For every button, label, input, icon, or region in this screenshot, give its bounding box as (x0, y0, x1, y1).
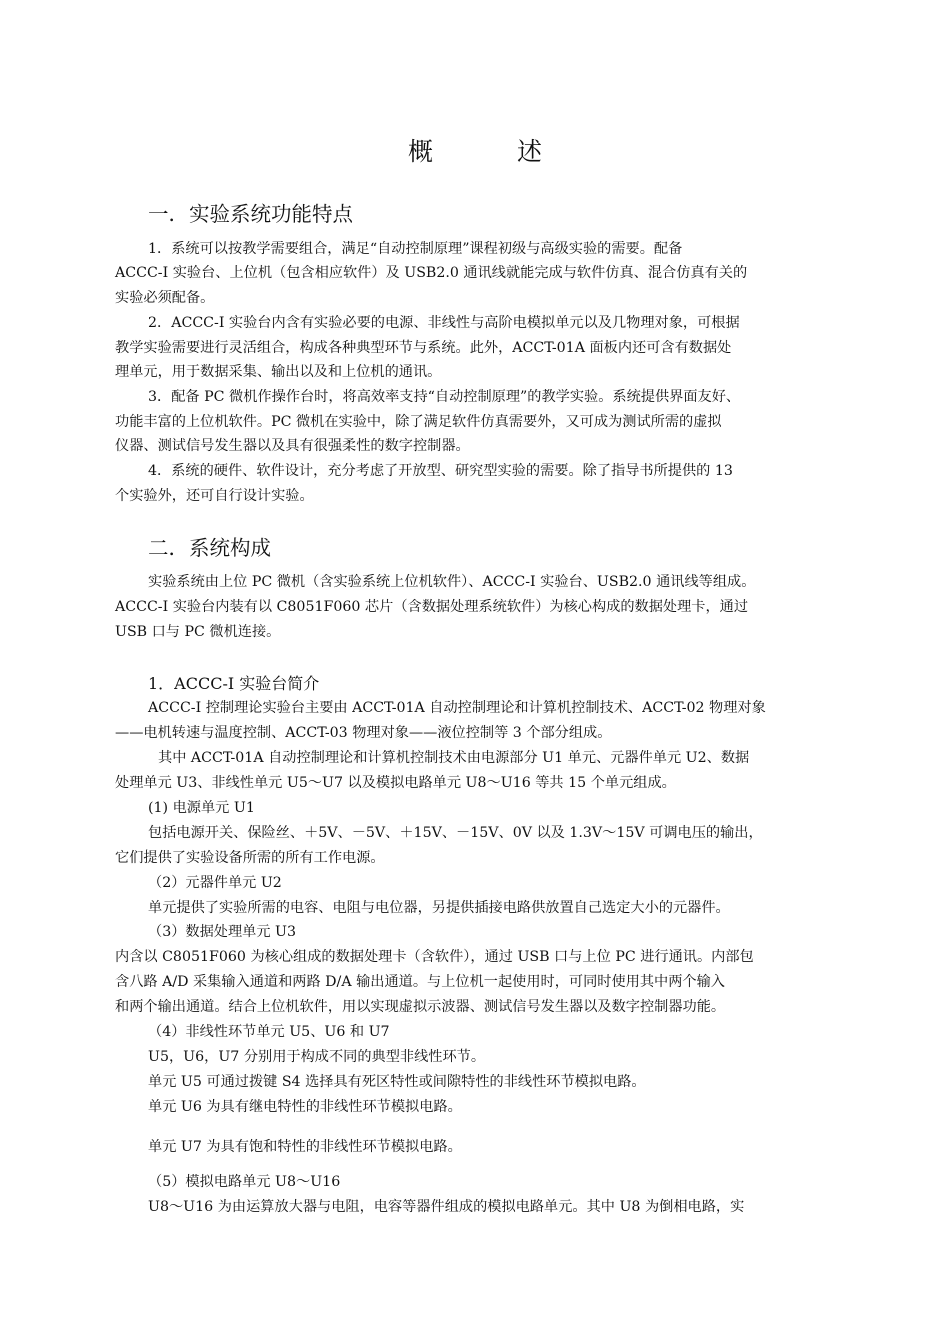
section-heading-composition: 二．系统构成 (148, 536, 271, 560)
list-item-heading: （2）元器件单元 U2 (148, 875, 282, 891)
paragraph-line: ——电机转速与温度控制、ACCT-03 物理对象——液位控制等 3 个部分组成。 (115, 725, 612, 741)
list-item-heading: （3）数据处理单元 U3 (148, 924, 297, 940)
paragraph-line: 单元 U6 为具有继电特性的非线性环节模拟电路。 (148, 1099, 462, 1115)
paragraph-line: 功能丰富的上位机软件。PC 微机在实验中，除了满足软件仿真需要外，又可成为测试所需的虚拟 (115, 414, 722, 430)
list-item-heading: （5）模拟电路单元 U8～U16 (148, 1174, 341, 1190)
paragraph-line: USB 口与 PC 微机连接。 (115, 624, 281, 640)
paragraph-line: 3．配备 PC 微机作操作台时，将高效率支持“自动控制原理”的教学实验。系统提供界面友好、 (148, 389, 741, 405)
paragraph-line: 内含以 C8051F060 为核心组成的数据处理卡（含软件），通过 USB 口与上位 PC 进行通讯。内部包 (115, 949, 754, 965)
paragraph-line: 个实验外，还可自行设计实验。 (115, 488, 314, 504)
paragraph-line: 含八路 A/D 采集输入通道和两路 D/A 输出通道。与上位机一起使用时，可同时使用其中两个输入 (115, 974, 725, 990)
paragraph-line: 仪器、测试信号发生器以及具有很强柔性的数字控制器。 (115, 438, 470, 454)
paragraph-line: 处理单元 U3、非线性单元 U5～U7 以及模拟电路单元 U8～U16 等共 15 个单元组成。 (115, 775, 676, 791)
paragraph-line: 它们提供了实验设备所需的所有工作电源。 (115, 850, 385, 866)
paragraph-line: 理单元，用于数据采集、输出以及和上位机的通讯。 (115, 364, 442, 380)
paragraph-line: 实验必须配备。 (115, 290, 215, 306)
paragraph-line: U8～U16 为由运算放大器与电阻，电容等器件组成的模拟电路单元。其中 U8 为倒相电路，实 (148, 1199, 745, 1215)
paragraph-line: 包括电源开关、保险丝、＋5V、－5V、＋15V、－15V、0V 以及 1.3V～15V 可调电压的输出， (148, 825, 763, 841)
paragraph-line: 教学实验需要进行灵活组合，构成各种典型环节与系统。此外，ACCT-01A 面板内还可含有数据处 (115, 340, 732, 356)
paragraph-line: 1．系统可以按教学需要组合，满足“自动控制原理”课程初级与高级实验的需要。配备 (148, 241, 683, 257)
paragraph-line: ACCC-I 实验台内装有以 C8051F060 芯片（含数据处理系统软件）为核心构成的数据处理卡，通过 (115, 599, 749, 615)
paragraph-line: 和两个输出通道。结合上位机软件，用以实现虚拟示波器、测试信号发生器以及数字控制器功能。 (115, 999, 726, 1015)
list-item-heading: (1) 电源单元 U1 (148, 800, 255, 816)
section-heading-features: 一．实验系统功能特点 (148, 202, 353, 226)
paragraph-line: 4．系统的硬件、软件设计，充分考虑了开放型、研究型实验的需要。除了指导书所提供的 13 (148, 463, 733, 479)
paragraph-line: 单元提供了实验所需的电容、电阻与电位器，另提供插接电路供放置自己选定大小的元器件。 (148, 900, 730, 916)
paragraph-line: 其中 ACCT-01A 自动控制理论和计算机控制技术由电源部分 U1 单元、元器件单元 U2、数据 (158, 750, 750, 766)
paragraph-line: 单元 U5 可通过拨键 S4 选择具有死区特性或间隙特性的非线性环节模拟电路。 (148, 1074, 646, 1090)
list-item-heading: （4）非线性环节单元 U5、U6 和 U7 (148, 1024, 390, 1040)
subsection-heading: 1．ACCC-I 实验台简介 (148, 674, 320, 693)
page-title: 概 述 (408, 137, 580, 166)
paragraph-line: ACCC-I 实验台、上位机（包含相应软件）及 USB2.0 通讯线就能完成与软件仿真、混合仿真有关的 (115, 265, 748, 281)
paragraph-line: U5，U6，U7 分别用于构成不同的典型非线性环节。 (148, 1049, 486, 1065)
paragraph-line: 实验系统由上位 PC 微机（含实验系统上位机软件）、ACCC-I 实验台、USB2.0 通讯线等组成。 (148, 574, 756, 590)
paragraph-line: ACCC-I 控制理论实验台主要由 ACCT-01A 自动控制理论和计算机控制技术、ACCT-02 物理对象 (148, 700, 766, 716)
paragraph-line: 单元 U7 为具有饱和特性的非线性环节模拟电路。 (148, 1139, 462, 1155)
paragraph-line: 2．ACCC-I 实验台内含有实验必要的电源、非线性与高阶电模拟单元以及几物理对象，可根据 (148, 315, 740, 331)
